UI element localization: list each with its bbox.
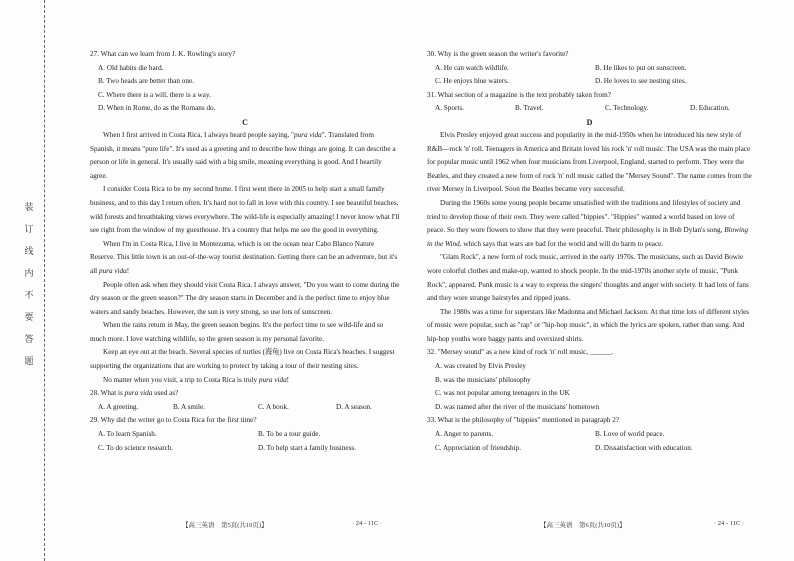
question-text: used as? xyxy=(152,389,179,398)
question-31-option: B. Travel. xyxy=(515,104,544,113)
question-28-options xyxy=(90,401,400,415)
question-30-option: B. He likes to put on sunscreen. xyxy=(595,63,687,72)
question-33-option: C. Appreciation of friendship. xyxy=(435,443,522,452)
question-29-option: A. To learn Spanish. xyxy=(98,430,157,439)
passage-c-paragraph: People often ask when they should visit Costa Rica. I always answer, "Do you want to come during the dry season or the green season?" The dry season starts in December and is the perfect time to enjoy blue waters and sandy beaches. However, the sun is very strong, so use lots of sunscreen. xyxy=(90,280,400,316)
question-31-options xyxy=(427,102,752,116)
left-column xyxy=(90,48,400,455)
paragraph-text: ". Translated from Spanish, it means "pure life". It's used as a greeting and to describe how things are going. It can describe a person or life in general. It's usually said with a big smile, meaning everything is good. And I heartily agree. xyxy=(90,130,396,180)
passage-c-paragraph: When the rains return in May, the green season begins. It's the perfect time to see wild-life and so much more. I love watching wildlife, so the green season is my personal favorite. xyxy=(90,321,384,343)
question-31-stem: 31. What section of a magazine is the text probably taken from? xyxy=(427,90,611,99)
binding-char: 题 xyxy=(24,356,34,366)
paragraph-text: ! xyxy=(126,266,130,275)
page-code-right: · 24 - 11C · xyxy=(714,520,745,527)
paragraph-text: , which says that wars are bad for the world and will do harm to peace. xyxy=(459,239,664,248)
italic-term: pura vida xyxy=(293,130,322,139)
question-28-option: C. A book. xyxy=(258,402,289,411)
question-33-option: A. Anger to parents. xyxy=(435,430,494,439)
question-30-options xyxy=(427,75,752,89)
passage-d-paragraph xyxy=(427,197,752,251)
question-29-option: B. To be a tour guide. xyxy=(258,430,321,439)
right-column xyxy=(427,48,752,455)
question-32-option: D. was named after the river of the musicians' hometown xyxy=(435,402,600,411)
passage-d-paragraph: The 1980s was a time for superstars like Madonna and Michael Jackson. At that time lots of different styles of music were popular, such as "rap" or "hip-hop music", in which the lyrics are spoken, rather than sung. And hip-hop youths wore baggy pants and oversized shirts. xyxy=(427,307,750,343)
binding-char: 不 xyxy=(24,290,34,300)
binding-strip xyxy=(14,0,44,561)
passage-c-paragraph xyxy=(90,374,400,388)
passage-d-paragraph: "Glam Rock", a new form of rock music, arrived in the early 1970s. The musicians, such as David Bowie wore colorful clothes and make-up, wanted to shock people. In the mid-1970s another style of music, "Punk Rock", appeared. Punk music is a way to express the singers' thoughts and anger with society. It had lots of fans and they wore strange hairstyles and ripped jeans. xyxy=(427,253,749,303)
question-31-option: C. Technology. xyxy=(605,104,649,113)
question-33-options xyxy=(427,428,752,442)
question-28-stem xyxy=(90,387,400,401)
page-code-left: · 24 - 11C · xyxy=(352,520,383,527)
section-c-heading: C xyxy=(242,117,248,127)
binding-dashed-line xyxy=(44,0,45,561)
paragraph-text: During the 1960s some young people became unsatisfied with the traditions and lifestyles of society and tried to develop those of their own. They were called "hippies". "Hippies" wanted a world based on love of peace. So they wore flowers to show that they were peaceful. Their philosophy is in Bob Dylan's song, xyxy=(427,198,741,235)
page-footer-left: 【高三英语 第5页(共10页)】 xyxy=(182,522,268,529)
paragraph-text: No matter when you visit, a trip to Costa Rica is truly xyxy=(103,375,259,384)
paragraph-text: When I'm in Costa Rica, I live in Montezuma, which is on the ocean near Cabo Blanco Nature Reserve. This little town is an out-of-the-way tourist destination. Getting there can be an adventure, but it's all xyxy=(90,239,398,275)
question-27-option: A. Old habits die hard. xyxy=(98,63,164,72)
passage-c-paragraph xyxy=(90,129,400,183)
binding-char: 线 xyxy=(24,246,34,256)
question-27-option: B. Two heads are better than one. xyxy=(98,77,194,86)
question-32-stem: 32. "Mersey sound" as a new kind of rock 'n' roll music, ______. xyxy=(427,348,614,357)
question-29-option: C. To do science research. xyxy=(98,443,174,452)
question-27-option: D. When in Rome, do as the Romans do. xyxy=(98,104,216,113)
passage-c-paragraph: Keep an eye out at the beach. Several species of turtles (海龟) live on Costa Rica's beaches. I suggest supporting the organizations that are working to protect by taking a tour of their nesting sites. xyxy=(90,348,395,371)
paragraph-text: When I first arrived in Costa Rica, I always heard people saying, " xyxy=(103,130,294,139)
italic-term: pura vida xyxy=(98,266,127,275)
question-27-stem: 27. What can we learn from J. K. Rowling's story? xyxy=(90,50,236,58)
question-32-option: A. was created by Elvis Presley xyxy=(435,362,527,371)
question-30-option: A. He can watch wildlife. xyxy=(435,63,509,72)
question-33-option: D. Dissatisfaction with education. xyxy=(595,443,693,452)
question-30-option: D. He loves to see nesting sites. xyxy=(595,77,687,86)
page-footer-right: 【高三英语 第6页(共10页)】 xyxy=(540,522,626,529)
question-29-options xyxy=(90,428,400,442)
question-33-options xyxy=(427,442,752,456)
question-27-option: C. Where there is a will, there is a way. xyxy=(98,90,211,99)
section-d-heading: D xyxy=(586,117,593,127)
binding-char: 订 xyxy=(24,224,34,234)
question-30-option: C. He enjoys blue waters. xyxy=(435,77,509,86)
passage-c-paragraph: I consider Costa Rica to be my second home. I first went there in 2005 to help start a small family business, and to this day I return often. It's hard not to fall in love with this country. I see beautiful beaches, wild forests and breathtaking views everywhere. The wild-life is especially amazing! I never know what I'll see right from the window of my guesthouse. It's a country that helps me see the good in everything. xyxy=(90,185,400,235)
passage-d-paragraph: Elvis Presley enjoyed great success and popularity in the mid-1950s when he introduced his new style of R&B—rock 'n' roll. Teenagers in America and Britain loved his rock 'n' roll music. The USA was the main place for popular music until 1962 when four musicians from Liverpool, England, started to perform. They were the Beatles, and they created a new form of rock 'n' roll music called the "Mersey Sound". The name comes from the river Mersey in Liverpool. Soon the Beatles became very successful. xyxy=(427,130,752,194)
binding-char: 要 xyxy=(24,312,34,322)
paragraph-text: ! xyxy=(286,375,290,384)
question-33-option: B. Love of world peace. xyxy=(595,430,665,439)
italic-song-title: Blowing in the Wind xyxy=(427,226,749,248)
binding-char: 装 xyxy=(24,202,34,212)
question-32-option: C. was not popular among teenagers in the UK xyxy=(435,389,570,398)
binding-char: 内 xyxy=(24,268,34,278)
question-29-options xyxy=(90,442,400,456)
question-28-option: B. A smile. xyxy=(173,402,205,411)
question-text: 28. What is xyxy=(90,389,125,398)
question-32-option: B. was the musicians' philosophy xyxy=(435,375,531,384)
question-31-option: A. Sports. xyxy=(435,104,464,113)
question-28-option: A. A greeting. xyxy=(98,402,139,411)
question-28-option: D. A season. xyxy=(336,402,372,411)
italic-term: pura vida xyxy=(258,375,287,384)
question-29-option: D. To help start a family business. xyxy=(258,443,356,452)
question-31-option: D. Education. xyxy=(690,104,730,113)
italic-term: pura vida xyxy=(124,389,153,398)
binding-char: 答 xyxy=(24,334,34,344)
question-30-options xyxy=(427,62,752,76)
passage-c-paragraph xyxy=(90,238,400,279)
question-33-stem: 33. What is the philosophy of "hippies" mentioned in paragraph 2? xyxy=(427,416,619,425)
question-29-stem: 29. Why did the writer go to Costa Rica for the first time? xyxy=(90,416,257,425)
question-30-stem: 30. Why is the green season the writer's favorite? xyxy=(427,50,569,58)
